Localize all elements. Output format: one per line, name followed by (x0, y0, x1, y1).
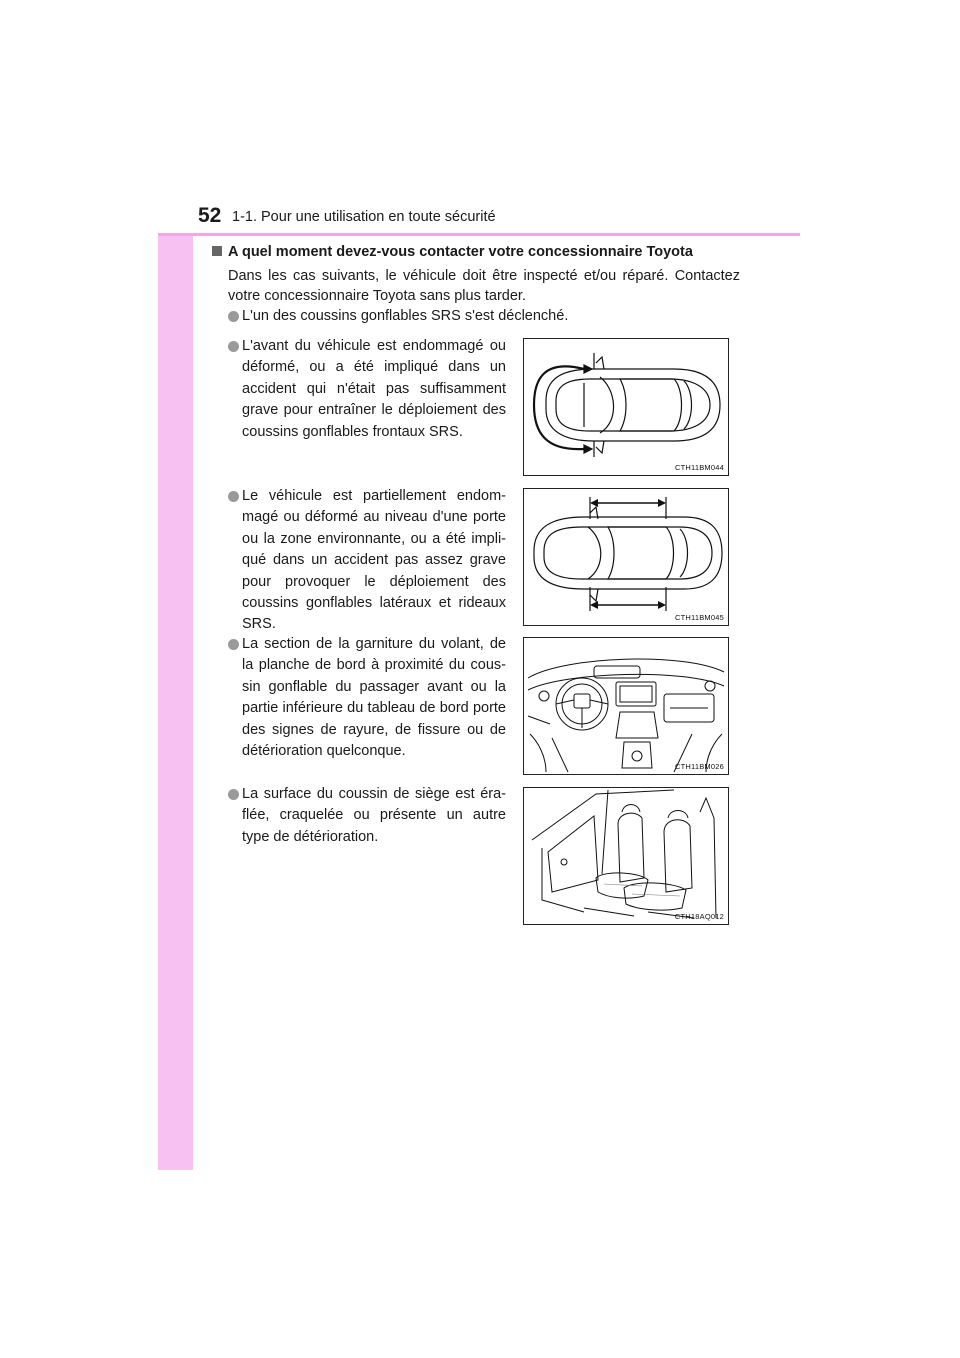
figure-code: CTH11BM044 (675, 463, 724, 472)
header-rule (158, 233, 800, 236)
bullet-dot-icon (228, 789, 239, 800)
figure-seats (523, 787, 729, 925)
bullet-dot-icon (228, 491, 239, 502)
bullet-dot-icon (228, 311, 239, 322)
dashboard-illustration (524, 638, 728, 774)
bullet-text: La surface du coussin de siège est éra-flée, craquelée ou présente un autre type de détérioration. (242, 786, 506, 845)
bullet-dot-icon (228, 341, 239, 352)
heading-square-icon (212, 246, 222, 256)
figure-code: CTH11BM026 (675, 762, 724, 771)
bullet-item (228, 306, 748, 327)
bullet-item (228, 634, 506, 762)
figure-front-damage (523, 338, 729, 476)
bullet-text: La section de la garniture du volant, de la planche de bord à proximité du cous-sin gonflable du passager avant ou la partie inférieure du tableau de bord porte des signes de rayure, de fissure ou de détérioration quelconque. (242, 636, 506, 760)
front-seats-illustration (524, 788, 728, 924)
bullet-text: L'un des coussins gonflables SRS s'est déclenché. (242, 308, 569, 324)
bullet-item (228, 486, 506, 636)
figure-code: CTH11BM045 (675, 613, 724, 622)
section-title: 1-1. Pour une utilisation en toute sécurité (232, 209, 496, 225)
bullet-text: L'avant du véhicule est endommagé ou déformé, ou a été impliqué dans un accident qui n'était pas suffisamment grave pour entraîner le déploiement des coussins gonflables frontaux SRS. (242, 338, 506, 440)
bullet-item (228, 336, 506, 443)
bullet-text: Le véhicule est partiellement endom-magé ou déformé au niveau d'une porte ou la zone environnante, ou a été impli-qué dans un accident pas assez grave pour provoquer le déploiement des coussins gonflables latéraux et rideaux SRS. (242, 488, 506, 633)
figure-code: CTH18AQ012 (674, 912, 724, 921)
car-top-view-front-illustration (524, 339, 728, 475)
car-top-view-side-illustration (524, 489, 728, 625)
chapter-side-band (158, 186, 193, 1170)
figure-side-damage (523, 488, 729, 626)
bullet-item (228, 784, 506, 848)
figure-dashboard (523, 637, 729, 775)
heading-text: A quel moment devez-vous contacter votre concessionnaire Toyota (228, 244, 693, 260)
page-number: 52 (198, 204, 222, 227)
bullet-dot-icon (228, 639, 239, 650)
intro-paragraph: Dans les cas suivants, le véhicule doit être inspecté et/ou réparé. Contactez votre concessionnaire Toyota sans plus tarder. (228, 268, 740, 304)
section-heading (212, 242, 693, 262)
